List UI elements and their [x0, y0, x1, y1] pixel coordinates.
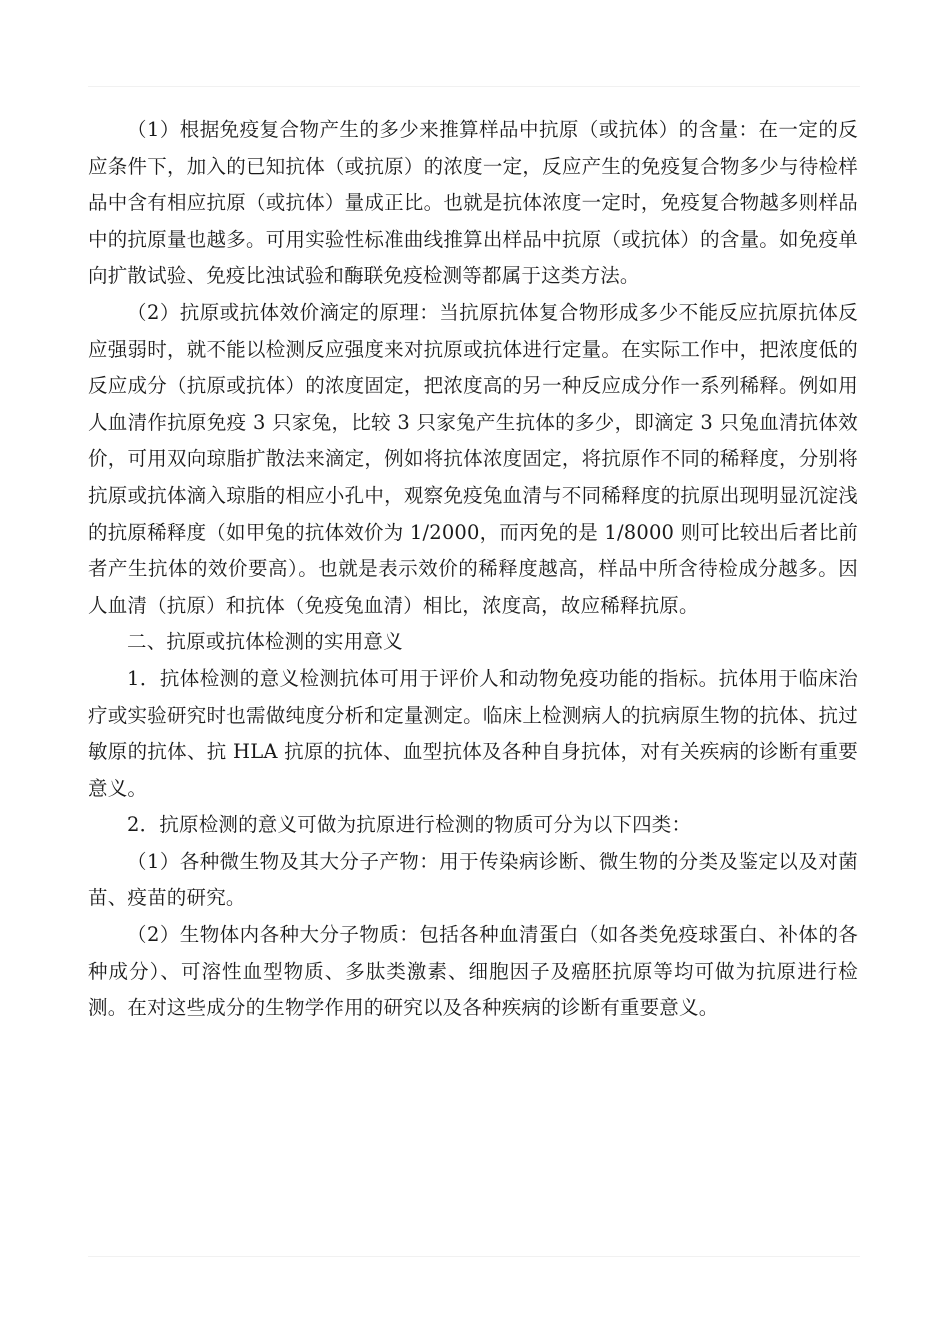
paragraph-titer-principle: （2）抗原或抗体效价滴定的原理：当抗原抗体复合物形成多少不能反应抗原抗体反应强弱时，就不能以检测反应强度来对抗原或抗体进行定量。在实际工作中，把浓度低的反应成分（抗原或抗体）的浓度固定，把浓度高的另一种反应成分作一系列稀释。例如用人血清作抗原免疫 3 只家兔，比较 3 只家兔产生抗体的多少，即滴定 3 只兔血清抗体效价，可用双向琼脂扩散法来滴定，例如将抗体浓度固定，将抗原作不同的稀释度，分别将抗原或抗体滴入琼脂的相应小孔中，观察免疫兔血清与不同稀释度的抗原出现明显沉淀浅的抗原稀释度（如甲兔的抗体效价为 1/2000，而丙免的是 1/8000 则可比较出后者比前者产生抗体的效价要高）。也就是表示效价的稀释度越高，样品中所含待检成分越多。因人血清（抗原）和抗体（免疫兔血清）相比，浓度高，故应稀释抗原。: [88, 300, 858, 617]
header-rule: [88, 86, 860, 87]
paragraph-antigen-detection: 2．抗原检测的意义可做为抗原进行检测的物质可分为以下四类：: [127, 813, 692, 837]
paragraph-antibody-detection: 1．抗体检测的意义检测抗体可用于评价人和动物免疫功能的指标。抗体用于临床治疗或实验研究时也需做纯度分析和定量测定。临床上检测病人的抗病原生物的抗体、抗过敏原的抗体、抗 HLA 抗原的抗体、血型抗体及各种自身抗体，对有关疾病的诊断有重要意义。: [88, 666, 858, 800]
paragraph-microorganisms: （1）各种微生物及其大分子产物：用于传染病诊断、微生物的分类及鉴定以及对菌苗、疫苗的研究。: [88, 849, 858, 910]
paragraph-macromolecules: （2）生物体内各种大分子物质：包括各种血清蛋白（如各类免疫球蛋白、补体的各种成分）、可溶性血型物质、多肽类激素、细胞因子及癌胚抗原等均可做为抗原进行检测。在对这些成分的生物学作用的研究以及各种疾病的诊断有重要意义。: [88, 923, 858, 1020]
footer-rule: [88, 1256, 860, 1257]
paragraph-quantification-principle: （1）根据免疫复合物产生的多少来推算样品中抗原（或抗体）的含量：在一定的反应条件下，加入的已知抗体（或抗原）的浓度一定，反应产生的免疫复合物多少与待检样品中含有相应抗原（或抗体）量成正比。也就是抗体浓度一定时，免疫复合物越多则样品中的抗原量也越多。可用实验性标准曲线推算出样品中抗原（或抗体）的含量。如免疫单向扩散试验、免疫比浊试验和酶联免疫检测等都属于这类方法。: [88, 118, 858, 288]
document-body: [88, 112, 858, 1027]
section-heading-practical-significance: 二、抗原或抗体检测的实用意义: [127, 630, 403, 654]
